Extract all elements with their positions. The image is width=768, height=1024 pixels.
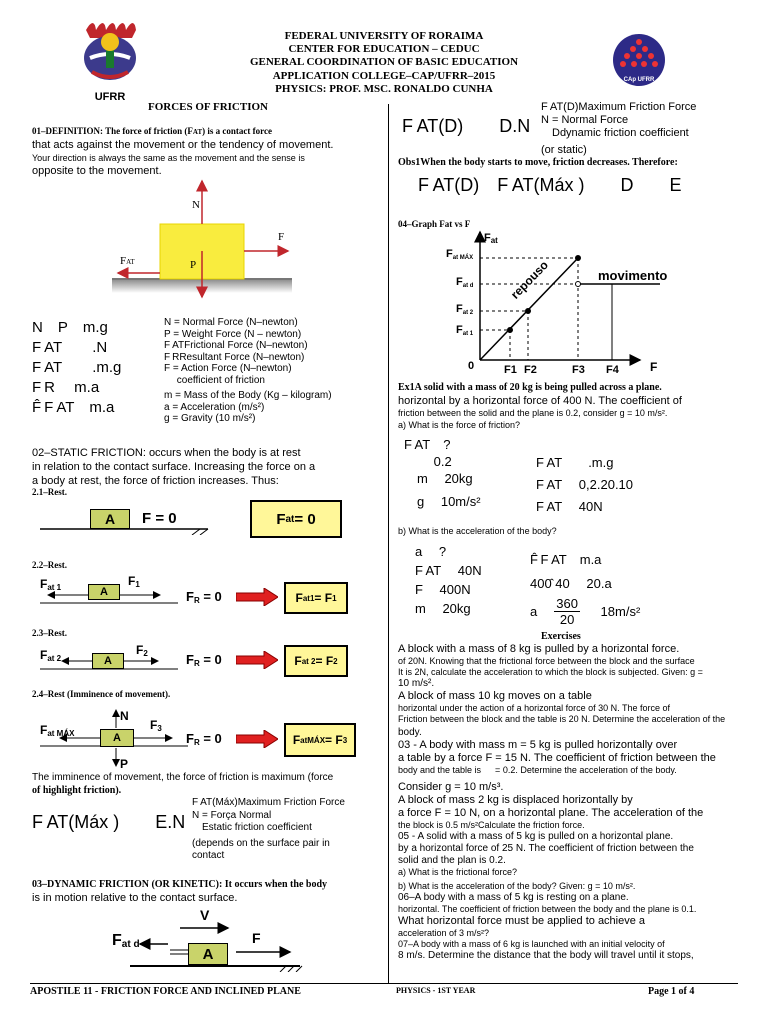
lbl-f: F <box>40 648 48 662</box>
exercise-line: A block of mass 2 kg is displaced horizontally by <box>398 794 633 806</box>
given-item: a ? <box>402 544 447 559</box>
fatd-legend <box>541 101 696 157</box>
lbl-f: F <box>446 248 453 260</box>
legend-item: N = Força Normal <box>192 809 272 821</box>
x-tick-f2: F2 <box>524 364 537 376</box>
exercise-line: What horizontal force must be applied to achieve a <box>398 915 646 927</box>
exercise-line: a) What is the frictional force? <box>398 867 518 877</box>
legend-item: contact <box>192 850 225 861</box>
static-line-3: a body at rest, the force of friction increases. Thus: <box>32 475 279 487</box>
formula-newton: F̂ F AT m.a <box>32 399 115 416</box>
x-tick-f1: F1 <box>504 364 517 376</box>
legend-item: F RResultant Force (N–newton) <box>164 351 305 363</box>
exercise-line: acceleration of 3 m/s²? <box>398 928 490 938</box>
example-line-3: friction between the solid and the plane is 0.2, consider g = 10 m/s². <box>398 408 668 418</box>
definition-line-1 <box>32 125 372 139</box>
red-arrow-icon <box>236 651 278 674</box>
formula-resultant: F R m.a <box>32 379 100 396</box>
result-rest: = F <box>325 733 343 747</box>
p-label: P <box>120 757 129 771</box>
fat1-tick <box>456 324 473 337</box>
header-line-4: APPLICATION COLLEGE–CAP/UFRR–2015 <box>272 70 496 82</box>
definition-text-a: The force of friction (F <box>103 126 193 136</box>
lbl-rest: = 0 <box>199 652 222 667</box>
formula-friction-normal: F AT .N <box>32 339 108 356</box>
red-arrow-icon <box>236 588 278 611</box>
result-sub: at1 <box>302 593 315 603</box>
ufrr-logo-text: UFRR <box>94 91 126 103</box>
origin-label: 0 <box>468 360 475 372</box>
weight-label: P <box>190 259 197 271</box>
example-line-2: horizontal by a horizontal force of 400 N. The coefficient of <box>398 395 682 407</box>
x-tick-f3: F3 <box>572 364 585 376</box>
column-divider <box>388 104 389 984</box>
header-line-1: FEDERAL UNIVERSITY OF RORAIMA <box>284 30 484 42</box>
fatd-tick <box>456 276 473 289</box>
header-line-3: GENERAL COORDINATION OF BASIC EDUCATION <box>249 56 519 68</box>
block-a: A <box>90 509 130 529</box>
fraction-numerator: 360 <box>556 596 578 611</box>
fatmax-tick <box>446 248 473 261</box>
lbl-f: F <box>456 324 463 336</box>
header-line-2: CENTER FOR EDUCATION – CEDUC <box>288 43 480 55</box>
rest-2-4-heading: 2.4–Rest (Imminence of movement). <box>32 689 171 699</box>
lbl-sub: 1 <box>135 580 140 589</box>
observation: Obs1When the body starts to move, friction decreases. Therefore: <box>398 157 678 168</box>
lbl-sub: at 2 <box>462 310 474 316</box>
symbol-legend <box>164 317 332 425</box>
y-axis-label <box>484 232 498 245</box>
fraction <box>554 596 580 627</box>
example-b-given <box>402 542 482 618</box>
given-item: F 400N <box>402 582 471 597</box>
fat1-label <box>40 577 61 592</box>
imminence-line-1: The imminence of movement, the force of friction is maximum (force <box>32 772 334 783</box>
solution-item: F AT 40N <box>536 499 603 514</box>
exercise-line: b) What is the acceleration of the body? Given: g = 10 m/s². <box>398 881 636 891</box>
fatd-label <box>112 932 140 950</box>
lbl-sub: at MÁX <box>47 729 75 738</box>
exercise-line: 05 - A solid with a mass of 5 kg is pulled on a horizontal plane. <box>398 831 674 842</box>
lbl-rest: = 0 <box>199 589 222 604</box>
result-sub2: 1 <box>332 593 337 603</box>
result-sub: atMÁX <box>300 735 326 745</box>
static-line-2: in relation to the contact surface. Increasing the force on a <box>32 461 316 473</box>
lbl-rest: = 0 <box>199 731 222 746</box>
section-title: FORCES OF FRICTION <box>148 101 268 113</box>
given-item: F AT 40N <box>402 563 482 578</box>
block-a: A <box>100 729 134 747</box>
fatd-formula: F AT(D) D.N <box>402 116 531 136</box>
repouso-label: repouso <box>508 257 551 302</box>
exercise-line: body. <box>398 727 422 738</box>
definition-line-3: Your direction is always the same as the movement and the sense is <box>32 153 305 163</box>
solution-item: F̂ F AT m.a <box>530 552 602 567</box>
friction-label-f: F <box>120 255 127 267</box>
rest-2-3-result <box>284 645 348 677</box>
example-line-1: Ex1A solid with a mass of 20 kg is being pulled across a plane. <box>398 382 662 393</box>
rest-2-1-heading: 2.1–Rest. <box>32 487 67 497</box>
exercise-line: horizontal. The coefficient of friction between the body and the plane is 0.1. <box>398 904 697 914</box>
legend-item: (or static) <box>541 144 587 156</box>
friction-label <box>120 255 135 267</box>
force-label: F <box>278 231 285 243</box>
exercise-line: solid and the plan is 0.2. <box>398 855 506 866</box>
result-f: F <box>292 733 301 747</box>
legend-item: N = Normal Force <box>541 114 629 126</box>
movimento-label: movimento <box>598 268 668 283</box>
normal-label: N <box>192 199 200 211</box>
result-rest: = 0 <box>294 510 316 528</box>
example-a-given <box>404 436 481 510</box>
rest-2-1-eq: F = 0 <box>142 510 177 527</box>
rest-2-3-heading: 2.3–Rest. <box>32 628 67 638</box>
result-sub: at 2 <box>301 656 316 666</box>
lbl-sub: 2 <box>143 649 148 658</box>
lbl-f: F <box>484 232 491 244</box>
definition-sub: AT <box>192 128 203 136</box>
result-value: 18m/s² <box>583 604 641 619</box>
example-a-solution <box>536 452 633 518</box>
given-item: 0.2 <box>404 454 452 469</box>
exercise-line: 10 m/s². <box>398 678 435 689</box>
exercise-line: It is 2N, calculate the acceleration to which the block is subjected. Given: g = <box>398 667 703 677</box>
given-item: g 10m/s² <box>404 494 481 509</box>
solution-item: F AT 0,2.20.10 <box>536 477 634 492</box>
footer-center: PHYSICS - 1ST YEAR <box>396 986 476 995</box>
given-item: m 20kg <box>404 471 473 486</box>
lbl-sub: R <box>193 659 200 668</box>
result-a: a <box>530 604 551 619</box>
exercise-line: Friction between the block and the table is 20 N. Determine the acceleration of the <box>398 714 726 724</box>
legend-item: m = Mass of the Body (Kg – kilogram) <box>164 390 332 401</box>
legend-item: (depends on the surface pair in <box>192 837 330 849</box>
block-a: A <box>88 584 120 600</box>
given-item: m 20kg <box>402 601 471 616</box>
legend-item: a = Acceleration (m/s²) <box>164 401 265 413</box>
legend-item: Estatic friction coefficient <box>192 822 312 833</box>
legend-item: N = Normal Force (N–newton) <box>164 317 298 328</box>
friction-inequality: F AT(D) F AT(Máx ) D E <box>418 175 682 195</box>
fat2-tick <box>456 303 473 316</box>
x-axis-label: F <box>650 360 658 374</box>
dynamic-line-1: 03–DYNAMIC FRICTION (OR KINETIC): It occurs when the body <box>32 879 328 890</box>
graph-heading: 04–Graph Fat vs F <box>398 219 471 229</box>
lbl-sub: at d <box>462 283 474 289</box>
lbl-sub: R <box>193 596 200 605</box>
block-a: A <box>188 943 228 965</box>
definition-text-b: ) is a contact force <box>202 126 272 136</box>
exercise-line: Consider g = 10 m/s³. <box>398 781 504 793</box>
lbl-f: F <box>40 723 48 737</box>
exercise-line: of 20N. Knowing that the frictional force between the block and the surface <box>398 656 695 666</box>
lbl-sub: at d <box>121 939 140 950</box>
definition-line-2: that acts against the movement or the tendency of movement. <box>32 139 334 151</box>
velocity-label: V <box>200 907 210 923</box>
solution-item: F AT .m.g <box>536 455 614 470</box>
f3-label <box>150 718 162 733</box>
definition-heading: 01–DEFINITION: <box>32 126 104 136</box>
legend-item: F AT(D)Maximum Friction Force <box>541 101 697 113</box>
exercise-line: body and the table is = 0.2. Determine the acceleration of the body. <box>398 765 677 775</box>
legend-item: F = Action Force (N–newton) <box>164 363 292 374</box>
lbl-f: F <box>40 577 48 591</box>
dynamic-line-2: is in motion relative to the contact surface. <box>32 892 238 904</box>
lbl-f: F <box>128 574 136 588</box>
definition-line-4: opposite to the movement. <box>32 165 162 177</box>
static-line-1: 02–STATIC FRICTION: occurs when the body is at rest <box>32 447 301 459</box>
rest-2-4-result <box>284 723 356 757</box>
fr-label <box>186 589 222 605</box>
solution-item: 400̂ 40 20.a <box>530 576 612 591</box>
exercise-line: 03 - A body with mass m = 5 kg is pulled horizontally over <box>398 739 678 751</box>
lbl-sub: at 2 <box>47 654 62 663</box>
lbl-f: F <box>186 652 194 667</box>
exercise-line: A block of mass 10 kg moves on a table <box>398 690 592 702</box>
fat2-label <box>40 648 61 663</box>
fr-label <box>186 731 222 747</box>
result-f: F <box>294 654 302 668</box>
n-label: N <box>120 709 129 723</box>
fr-label <box>186 652 222 668</box>
exercise-line: A block with a mass of 8 kg is pulled by a horizontal force. <box>398 643 680 655</box>
f2-label <box>136 643 148 658</box>
exercises-title: Exercises <box>541 631 581 642</box>
legend-item: Ddynamic friction coefficient <box>541 127 689 139</box>
header-line-5: PHYSICS: PROF. MSC. RONALDO CUNHA <box>275 83 493 95</box>
result-rest: = F <box>315 654 334 668</box>
lbl-f: F <box>112 932 122 949</box>
lbl-sub: 3 <box>157 724 162 733</box>
block-a: A <box>92 653 124 669</box>
formula-friction-weight: F AT .m.g <box>32 359 122 376</box>
block-force-diagram <box>112 175 312 299</box>
result-sub2: 3 <box>342 735 348 745</box>
fatmax-formula: F AT(Máx ) E.N <box>32 812 186 832</box>
lbl-sub: at MÁX <box>452 255 474 261</box>
cap-logo-text: CAp UFRR <box>623 77 655 83</box>
acceleration-result <box>530 596 640 627</box>
example-b-solution <box>530 548 612 596</box>
legend-item: F AT(Máx)Maximum Friction Force <box>192 797 345 808</box>
fatmax-legend <box>192 797 345 863</box>
lbl-f: F <box>150 718 158 732</box>
lbl-f: F <box>456 303 463 315</box>
formula-normal: N P m.g <box>32 319 108 336</box>
legend-item: F ATFrictional Force (N–newton) <box>164 340 308 351</box>
lbl-sub: at 1 <box>47 583 62 592</box>
exercise-line: a table by a force F = 15 N. The coefficient of friction between the <box>398 752 716 764</box>
lbl-sub: R <box>193 738 200 747</box>
formula-list <box>32 318 121 418</box>
fraction-denominator: 20 <box>559 612 575 627</box>
lbl-sub: at <box>490 236 498 245</box>
exercise-line: 07–A body with a mass of 6 kg is launched with an initial velocity of <box>398 939 665 949</box>
lbl-sub: at 1 <box>462 331 474 337</box>
result-f: F <box>276 510 286 528</box>
lbl-f: F <box>186 731 194 746</box>
rest-2-1-result <box>250 500 342 538</box>
result-sub: at <box>285 513 295 525</box>
example-question-a: a) What is the force of friction? <box>398 420 521 430</box>
given-item: F AT ? <box>404 437 451 452</box>
legend-item: P = Weight Force (N – newton) <box>164 328 302 340</box>
fat-vs-f-graph <box>440 226 680 376</box>
exercise-line: a force F = 10 N, on a horizontal plane. The acceleration of the <box>398 807 704 819</box>
exercise-line: 8 m/s. Determine the distance that the body will travel until it stops, <box>398 950 694 961</box>
footer-rule <box>30 983 738 984</box>
rest-2-2-heading: 2.2–Rest. <box>32 560 67 570</box>
lbl-f: F <box>186 589 194 604</box>
exercise-line: the block is 0.5 m/s²Calculate the friction force. <box>398 820 585 830</box>
legend-item: coefficient of friction <box>164 374 265 386</box>
exercise-line: by a horizontal force of 25 N. The coefficient of friction between the <box>398 843 694 854</box>
exercise-list <box>398 643 758 962</box>
force-label: F <box>252 930 261 946</box>
lbl-f: F <box>136 643 144 657</box>
legend-item: g = Gravity (10 m/s²) <box>164 413 256 424</box>
x-tick-f4: F4 <box>606 364 619 376</box>
fatmax-label <box>40 723 74 738</box>
footer-right: Page 1 of 4 <box>648 986 695 997</box>
rest-2-2-result <box>284 582 348 614</box>
red-arrow-icon <box>236 730 278 753</box>
imminence-line-2: of highlight friction). <box>32 785 122 796</box>
result-rest: = F <box>314 591 333 605</box>
example-question-b: b) What is the acceleration of the body? <box>398 526 557 536</box>
exercise-line: 06–A body with a mass of 5 kg is resting on a plane. <box>398 892 629 903</box>
f1-label <box>128 574 140 589</box>
friction-label-sub: AT <box>126 258 135 266</box>
lbl-f: F <box>456 276 463 288</box>
footer-left: APOSTILE 11 - FRICTION FORCE AND INCLINED PLANE <box>30 986 301 997</box>
result-sub2: 2 <box>333 656 338 666</box>
exercise-line: horizontal under the action of a horizontal force of 30 N. The force of <box>398 703 670 713</box>
result-f: F <box>295 591 303 605</box>
